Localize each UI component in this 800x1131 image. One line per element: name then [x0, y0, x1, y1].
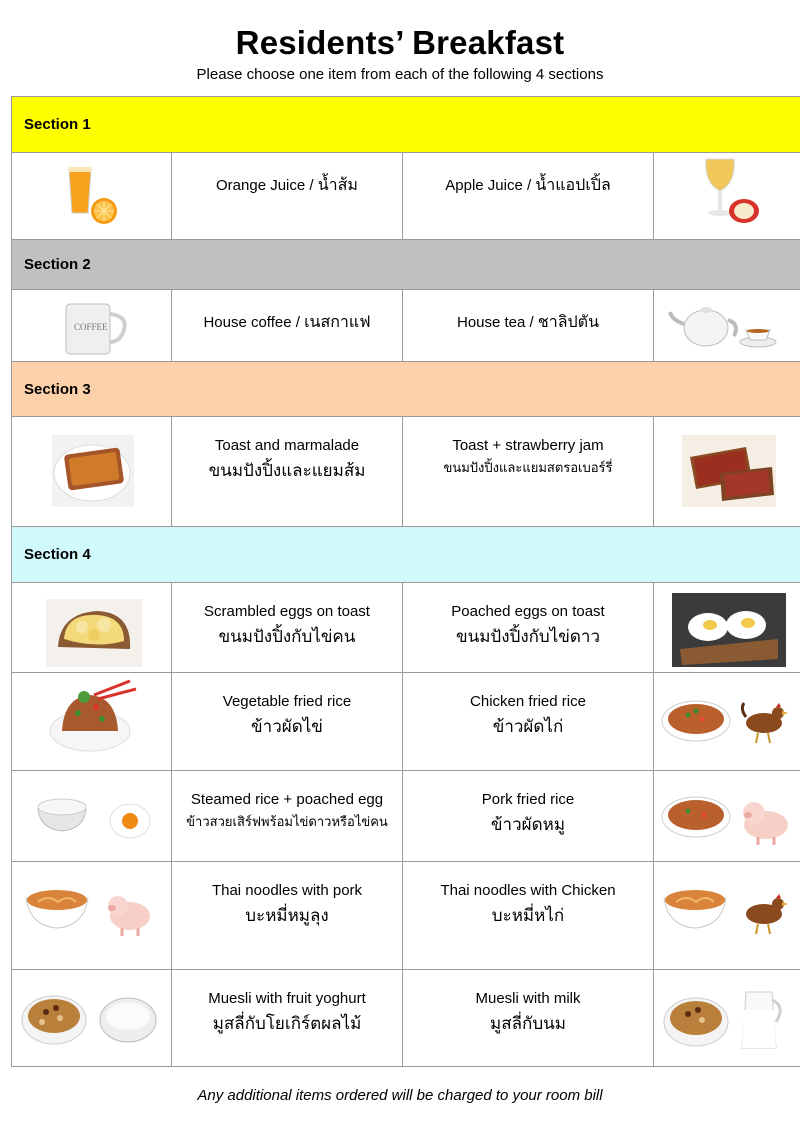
menu-item-image: [12, 417, 172, 527]
menu-item-image: [654, 771, 800, 862]
svg-text:COFFEE: COFFEE: [74, 322, 108, 332]
apple-juice-icon: [654, 153, 800, 239]
menu-item-image: [654, 417, 800, 527]
item-name-th: น้ำส้ม: [317, 175, 358, 194]
item-name-en: Toast and marmalade: [214, 437, 360, 454]
menu-item-muesli-yoghurt[interactable]: [172, 970, 403, 1067]
menu-item-image: [12, 153, 172, 240]
menu-item-house-coffee[interactable]: [172, 290, 403, 362]
item-name-th: ข้าวผัดหมู: [490, 815, 566, 835]
item-name-en: Thai noodles with pork: [211, 882, 363, 899]
item-name-th: ข้าวสวยเสิร์ฟพร้อมไข่ดาวหรือไข่คน: [186, 815, 388, 830]
rice-egg-icon: [12, 771, 170, 860]
noodles-pork-icon: [12, 862, 170, 968]
menu-item-image: [654, 583, 800, 673]
muesli-yoghurt-icon: [12, 970, 170, 1065]
menu-item-image: [12, 862, 172, 970]
item-name-th: น้ำแอปเปิ้ล: [535, 175, 611, 194]
fried-rice-icon: [12, 673, 170, 769]
item-name-th: บะหมี่หไก่: [491, 906, 565, 926]
item-name-en: Muesli with fruit yoghurt: [208, 990, 366, 1007]
menu-item-orange-juice[interactable]: [172, 153, 403, 240]
section-header: [12, 240, 800, 290]
section-label: Section 4: [12, 527, 800, 583]
item-name-en: Chicken fried rice: [470, 693, 586, 710]
section-header: [12, 97, 800, 153]
menu-item-image: [12, 583, 172, 673]
menu-item-pork-fried-rice[interactable]: [403, 771, 654, 862]
menu-item-toast-strawberry-jam[interactable]: [403, 417, 654, 527]
item-name-th: ขนมปังปิ้งและแยมสตรอเบอร์รี่: [443, 461, 613, 476]
table-row: [12, 970, 800, 1067]
menu-item-scrambled-eggs[interactable]: [172, 583, 403, 673]
table-row: [12, 153, 800, 240]
item-name-th: ขนมปังปิ้งกับไข่คน: [218, 627, 356, 647]
item-name-th: บะหมี่หมูลุง: [245, 906, 329, 926]
table-row: [12, 862, 800, 970]
breakfast-menu-table: [11, 96, 800, 1067]
item-name-th: ข้าวผัดไก่: [492, 717, 564, 737]
item-name-th: ชาลิปตัน: [537, 312, 600, 331]
item-name-en: Orange Juice /: [216, 177, 318, 194]
orange-juice-icon: [12, 153, 170, 239]
menu-item-vegetable-fried-rice[interactable]: [172, 673, 403, 771]
item-name-en: Steamed rice + poached egg: [190, 791, 384, 808]
menu-item-image: [12, 673, 172, 771]
table-row: [12, 583, 800, 673]
menu-item-image: [12, 771, 172, 862]
item-name-th: ขนมปังปิ้งกับไข่ดาว: [455, 627, 601, 647]
toast-marmalade-icon: [12, 417, 170, 525]
item-name-th: ข้าวผัดไข่: [251, 717, 323, 737]
toast-jam-icon: [654, 417, 800, 525]
item-name-en: Vegetable fried rice: [222, 693, 352, 710]
section-label: Section 1: [12, 97, 800, 153]
menu-item-image: [654, 970, 800, 1067]
page-subtitle: Please choose one item from each of the following 4 sections: [196, 66, 604, 83]
menu-item-poached-eggs[interactable]: [403, 583, 654, 673]
menu-item-chicken-fried-rice[interactable]: [403, 673, 654, 771]
item-name-th: มูสลี่กับโยเกิร์ตผลไม้: [212, 1014, 362, 1034]
item-name-en: Scrambled eggs on toast: [204, 603, 370, 620]
fried-rice-pork-icon: [654, 771, 800, 860]
menu-item-image: [12, 970, 172, 1067]
item-name-en: House tea /: [456, 314, 538, 331]
item-name-th: มูสลี่กับนม: [490, 1014, 566, 1034]
menu-item-muesli-milk[interactable]: [403, 970, 654, 1067]
fried-rice-chicken-icon: [654, 673, 800, 769]
coffee-mug-icon: [12, 290, 170, 360]
menu-item-house-tea[interactable]: [403, 290, 654, 362]
poached-eggs-icon: [654, 583, 800, 671]
menu-item-toast-marmalade[interactable]: [172, 417, 403, 527]
item-name-en: Toast + strawberry jam: [452, 437, 604, 454]
menu-item-thai-noodles-pork[interactable]: [172, 862, 403, 970]
footer-note: Any additional items ordered will be charged to your room bill: [197, 1087, 603, 1104]
item-name-en: Thai noodles with Chicken: [440, 882, 616, 899]
menu-item-image: [654, 862, 800, 970]
page-title: Residents’ Breakfast: [235, 24, 565, 61]
item-name-en: Pork fried rice: [481, 791, 575, 808]
teapot-icon: [654, 290, 800, 360]
scrambled-eggs-icon: [12, 583, 170, 671]
section-header: [12, 362, 800, 417]
item-name-th: ขนมปังปิ้งและแยมส้ม: [208, 461, 366, 481]
item-name-en: Apple Juice /: [445, 177, 536, 194]
muesli-milk-icon: [654, 970, 800, 1065]
section-header: [12, 527, 800, 583]
menu-item-steamed-rice-egg[interactable]: [172, 771, 403, 862]
table-row: [12, 290, 800, 362]
menu-item-image: [12, 290, 172, 362]
menu-item-image: [654, 290, 800, 362]
menu-item-thai-noodles-chicken[interactable]: [403, 862, 654, 970]
table-row: [12, 771, 800, 862]
menu-item-apple-juice[interactable]: [403, 153, 654, 240]
section-label: Section 3: [12, 362, 800, 417]
item-name-en: Muesli with milk: [475, 990, 581, 1007]
item-name-th: เนสกาแฟ: [304, 312, 371, 331]
noodles-chicken-icon: [654, 862, 800, 968]
table-row: [12, 673, 800, 771]
item-name-en: House coffee /: [203, 314, 305, 331]
menu-item-image: [654, 673, 800, 771]
menu-item-image: [654, 153, 800, 240]
item-name-en: Poached eggs on toast: [451, 603, 605, 620]
table-row: [12, 417, 800, 527]
section-label: Section 2: [12, 240, 800, 290]
